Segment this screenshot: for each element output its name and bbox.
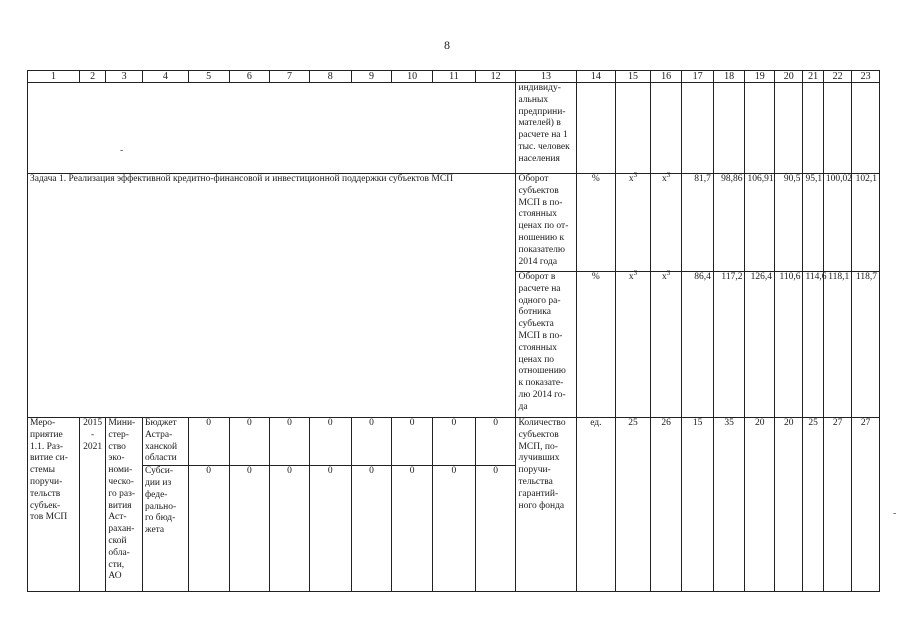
value-cell: 25 (616, 418, 651, 592)
col-number: 8 (309, 71, 351, 83)
value-cell: 110,6 (774, 272, 803, 418)
col-number: 19 (745, 71, 775, 83)
value-cell: 27 (852, 418, 880, 592)
value-cell: 26 (650, 418, 682, 592)
continuation-row (28, 83, 880, 174)
amount-cell: 0 (188, 466, 229, 592)
scan-speck: - (120, 145, 124, 156)
col-number: 11 (433, 71, 476, 83)
blank-cell (576, 83, 616, 174)
blank-cell (713, 83, 745, 174)
program-table (27, 70, 880, 592)
blank-cell (28, 83, 516, 174)
footnote-mark: 3 (666, 268, 671, 277)
col-number: 23 (852, 71, 880, 83)
col-number: 15 (616, 71, 651, 83)
value-cell: 95,1 (803, 174, 823, 272)
value-cell: 25 (803, 418, 823, 592)
col-number: 1 (28, 71, 80, 83)
amount-cell: 0 (351, 418, 392, 466)
task-row (28, 174, 880, 272)
blank-cell (682, 83, 714, 174)
footnote-mark: 3 (666, 170, 671, 179)
col-number: 18 (713, 71, 745, 83)
col-number: 13 (516, 71, 576, 83)
value-cell: 35 (713, 418, 745, 592)
blank-cell (650, 83, 682, 174)
value-cell: 20 (774, 418, 803, 592)
blank-cell (745, 83, 775, 174)
measure-name: Меро- приятие 1.1. Раз- витие си- стемы поручи- тельств субъек- тов МСП (28, 418, 80, 592)
period-cell: 2015 - 2021 (79, 418, 105, 592)
col-number: 4 (143, 71, 189, 83)
col-number: 2 (79, 71, 105, 83)
unit-cell: % (576, 272, 616, 418)
funding-source: Субси- дии из феде- рально- го бюд- жета (143, 466, 189, 592)
col-number: 3 (106, 71, 143, 83)
amount-cell: 0 (270, 418, 310, 466)
col-number: 7 (270, 71, 310, 83)
value-cell: $x^3$ (616, 174, 651, 272)
executor-cell: Мини- стер- ство эко- номи- ческо- го раз- вития Аст- рахан- ской обла- сти, АО (106, 418, 143, 592)
value-cell: 106,91 (745, 174, 775, 272)
blank-cell (774, 83, 803, 174)
amount-cell: 0 (229, 418, 270, 466)
value-cell: 114,6 (803, 272, 823, 418)
footnote-mark: 3 (633, 170, 638, 179)
blank-cell (823, 83, 852, 174)
blank-cell (852, 83, 880, 174)
value-cell: 118,1 (823, 272, 852, 418)
indicator-name-continued: индивиду- альных предприни- мателей) в расчете на 1 тыс. человек населения (516, 83, 576, 174)
funding-source: Бюджет Астра- ханской области (143, 418, 189, 466)
amount-cell: 0 (309, 466, 351, 592)
amount-cell: 0 (351, 466, 392, 592)
amount-cell: 0 (270, 466, 310, 592)
indicator-name: Количество субъектов МСП, по- лучивших поручи- тельства гарантий- ного фонда (516, 418, 576, 592)
blank-cell (803, 83, 823, 174)
page-number: 8 (444, 38, 450, 52)
amount-cell: 0 (229, 466, 270, 592)
col-number: 12 (475, 71, 516, 83)
col-number: 21 (803, 71, 823, 83)
amount-cell: 0 (188, 418, 229, 466)
value-cell: 126,4 (745, 272, 775, 418)
unit-cell: ед. (576, 418, 616, 592)
col-number: 17 (682, 71, 714, 83)
value-cell: $x^3$ (650, 272, 682, 418)
value-cell: 117,2 (713, 272, 745, 418)
col-number: 16 (650, 71, 682, 83)
scan-speck: - (893, 508, 897, 519)
value-cell: 118,7 (852, 272, 880, 418)
amount-cell: 0 (433, 418, 476, 466)
col-number: 9 (351, 71, 392, 83)
column-number-row (28, 71, 880, 83)
amount-cell: 0 (433, 466, 476, 592)
amount-cell: 0 (392, 418, 433, 466)
blank-cell (616, 83, 651, 174)
indicator-name: Оборот в расчете на одного ра- ботника субъекта МСП в по- стоянных ценах по отношению к показате- лю 2014 го- да (516, 272, 576, 418)
value-cell: 100,02 (823, 174, 852, 272)
col-number: 14 (576, 71, 616, 83)
value-cell: 86,4 (682, 272, 714, 418)
value-cell: 98,86 (713, 174, 745, 272)
amount-cell: 0 (309, 418, 351, 466)
value-cell: 102,1 (852, 174, 880, 272)
col-number: 10 (392, 71, 433, 83)
value-cell: $x^3$ (650, 174, 682, 272)
value-cell: 90,5 (774, 174, 803, 272)
value-cell: 81,7 (682, 174, 714, 272)
value-cell: 15 (682, 418, 714, 592)
amount-cell: 0 (392, 466, 433, 592)
amount-cell: 0 (475, 466, 516, 592)
amount-cell: 0 (475, 418, 516, 466)
col-number: 20 (774, 71, 803, 83)
col-number: 22 (823, 71, 852, 83)
indicator-name: Оборот субъектов МСП в по- стоянных ценах по от- ношению к показателю 2014 года (516, 174, 576, 272)
task-title: Задача 1. Реализация эффективной кредитно-финансовой и инвестиционной поддержки субъектов МСП (28, 174, 516, 418)
value-cell: 20 (745, 418, 775, 592)
col-number: 5 (188, 71, 229, 83)
value-cell: $x^3$ (616, 272, 651, 418)
measure-row (28, 418, 880, 466)
value-cell: 27 (823, 418, 852, 592)
unit-cell: % (576, 174, 616, 272)
col-number: 6 (229, 71, 270, 83)
footnote-mark: 3 (633, 268, 638, 277)
